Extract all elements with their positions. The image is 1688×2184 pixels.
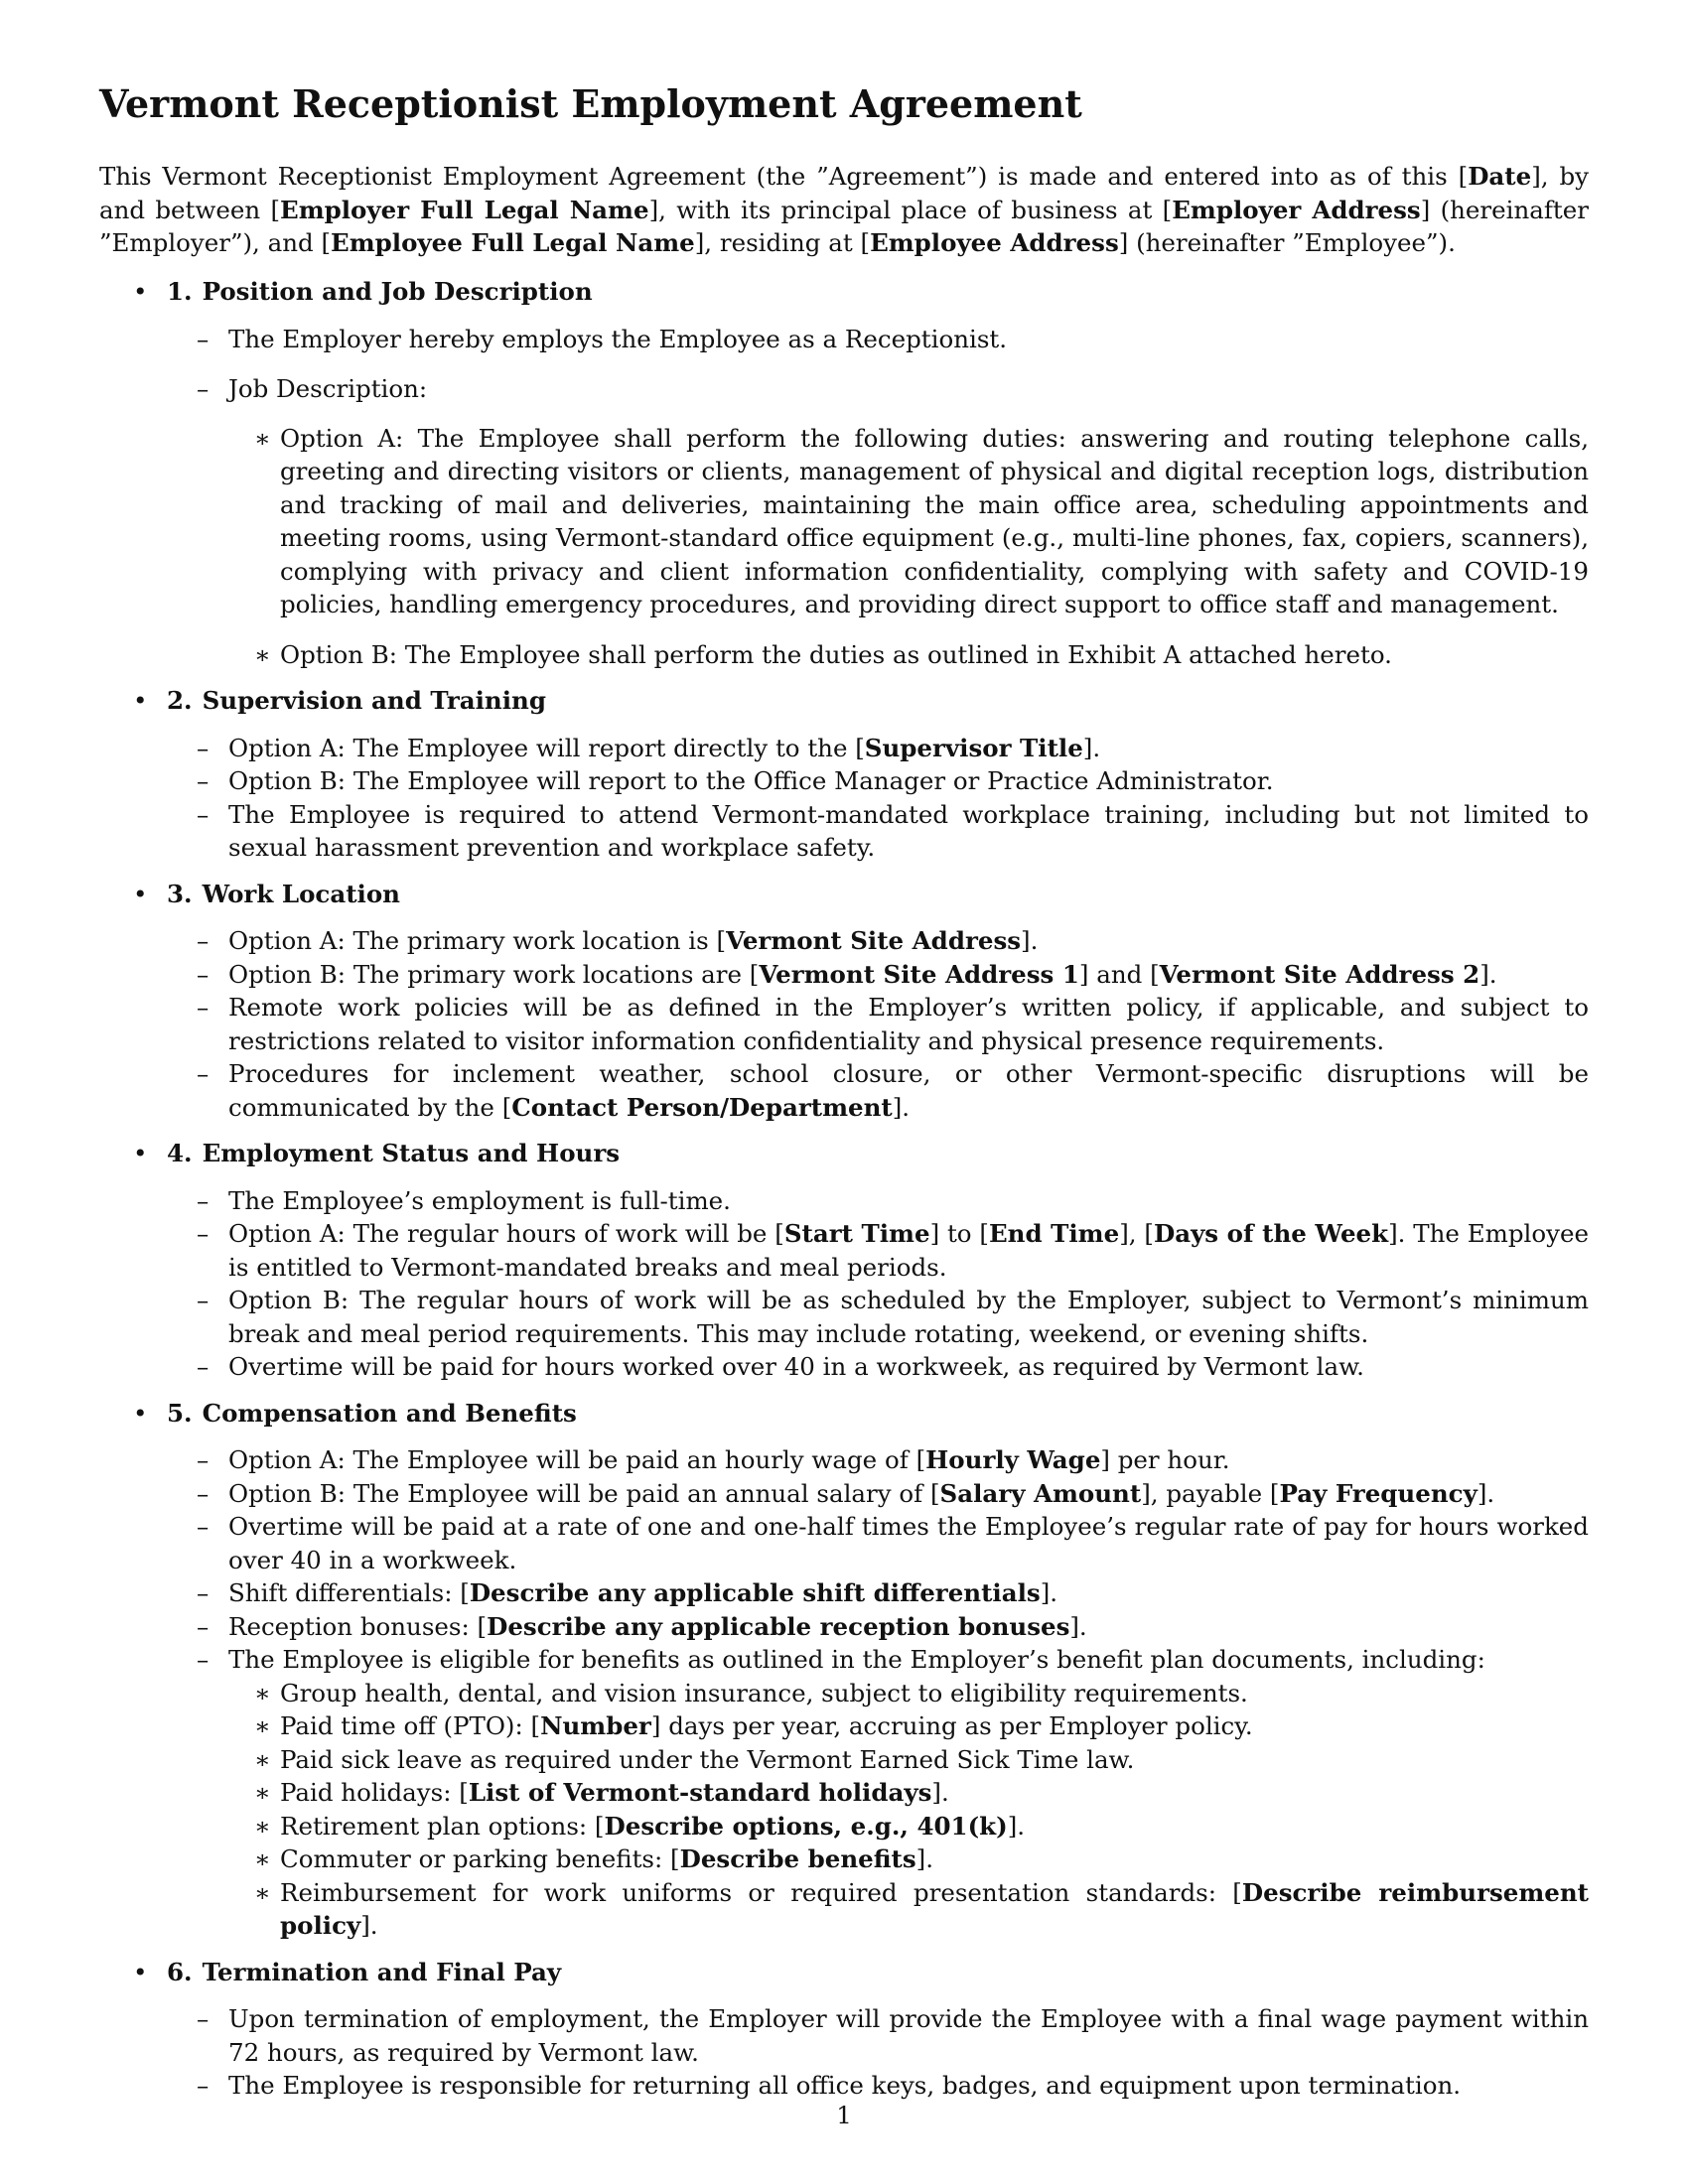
dash-marker: – bbox=[197, 1219, 210, 1248]
placeholder-field: Employee Address bbox=[870, 228, 1119, 257]
dash-marker: – bbox=[197, 1445, 210, 1474]
text-run: ] and [ bbox=[1078, 959, 1160, 989]
text-run: ]. bbox=[360, 1911, 378, 1940]
text-run: Overtime will be paid at a rate of one and one-half times the Employee’s regular rate of pay for hours worked over 40 in a workweek. bbox=[228, 1512, 1589, 1574]
section-5 bbox=[99, 1397, 1589, 1943]
dash-marker: – bbox=[197, 324, 210, 353]
nested-text bbox=[280, 1844, 933, 1873]
text-run: ] days per year, accruing as per Employer policy. bbox=[650, 1711, 1253, 1740]
dash-marker: – bbox=[197, 766, 210, 795]
text-run: Reception bonuses: [ bbox=[228, 1611, 488, 1641]
sub-list bbox=[167, 732, 1589, 865]
section-title: Termination and Final Pay bbox=[202, 1957, 562, 1986]
dash-marker: – bbox=[197, 1059, 210, 1088]
placeholder-field: Describe benefits bbox=[679, 1844, 916, 1873]
dash-marker: – bbox=[197, 1578, 210, 1607]
dash-marker: – bbox=[197, 926, 210, 955]
document-title: Vermont Receptionist Employment Agreement bbox=[99, 81, 1082, 126]
text-run: ]. bbox=[1007, 1811, 1026, 1841]
list-item bbox=[167, 1184, 1589, 1218]
text-run: Remote work policies will be as defined in the Employer’s written policy, if applicable, and subject to restrictions related to visitor information confidentiality and physical presence requirements. bbox=[228, 993, 1589, 1055]
sub-list bbox=[167, 323, 1589, 672]
section-number: 3. bbox=[167, 879, 193, 908]
text-run: ]. bbox=[1082, 733, 1101, 762]
asterisk-marker: ∗ bbox=[254, 1711, 271, 1740]
placeholder-field: Start Time bbox=[783, 1219, 930, 1248]
text-run: Option B: The Employee will be paid an annual salary of [ bbox=[228, 1478, 940, 1508]
asterisk-marker: ∗ bbox=[254, 1744, 271, 1774]
item-text bbox=[228, 1512, 1589, 1574]
text-run: ], [ bbox=[1119, 1219, 1154, 1248]
item-text bbox=[228, 2071, 1461, 2100]
item-text bbox=[228, 1186, 731, 1215]
text-run: Option A: The Employee will report directly to the [ bbox=[228, 733, 865, 762]
item-text bbox=[228, 1612, 1087, 1641]
text-run: Option B: The Employee will report to the Office Manager or Practice Administrator. bbox=[228, 766, 1274, 795]
dash-marker: – bbox=[197, 1478, 210, 1508]
text-run: Option A: The regular hours of work will be [ bbox=[228, 1219, 784, 1248]
item-text bbox=[228, 766, 1274, 795]
asterisk-marker: ∗ bbox=[254, 1877, 271, 1907]
asterisk-marker: ∗ bbox=[254, 639, 271, 669]
section-number: 1. bbox=[167, 277, 193, 306]
placeholder-field: Hourly Wage bbox=[925, 1445, 1101, 1474]
text-run: ], payable [ bbox=[1141, 1478, 1280, 1508]
section-6 bbox=[99, 1956, 1589, 2103]
text-run: The Employee is eligible for benefits as outlined in the Employer’s benefit plan documents, including: bbox=[228, 1645, 1485, 1674]
text-run: ], with its principal place of business at [ bbox=[648, 195, 1173, 224]
placeholder-field: Employee Full Legal Name bbox=[331, 228, 695, 257]
text-run: ]. bbox=[1040, 1578, 1058, 1607]
nested-item bbox=[228, 638, 1589, 672]
intro-paragraph bbox=[99, 160, 1589, 260]
text-run: Shift differentials: [ bbox=[228, 1578, 470, 1607]
nested-item bbox=[228, 1776, 1589, 1810]
placeholder-field: Describe options, e.g., 401(k) bbox=[604, 1811, 1008, 1841]
text-run: Option A: The Employee will be paid an hourly wage of [ bbox=[228, 1445, 926, 1474]
text-run: The Employee’s employment is full-time. bbox=[228, 1185, 731, 1215]
dash-marker: – bbox=[197, 1512, 210, 1541]
placeholder-field: Days of the Week bbox=[1153, 1219, 1389, 1248]
placeholder-field: Vermont Site Address 2 bbox=[1159, 959, 1480, 989]
nested-text bbox=[280, 1679, 1248, 1707]
list-item bbox=[167, 1284, 1589, 1350]
item-text bbox=[228, 993, 1589, 1055]
nested-item bbox=[228, 1876, 1589, 1943]
section-number: 5. bbox=[167, 1398, 193, 1428]
item-text bbox=[228, 374, 427, 403]
list-item bbox=[167, 2069, 1589, 2103]
section-4 bbox=[99, 1137, 1589, 1384]
list-item bbox=[167, 1057, 1589, 1124]
nested-text bbox=[280, 1812, 1025, 1841]
text-run: ] (hereinafter ”Employee”). bbox=[1118, 228, 1456, 257]
nested-text bbox=[280, 1878, 1589, 1941]
dash-marker: – bbox=[197, 374, 210, 403]
list-item bbox=[167, 958, 1589, 992]
nested-text bbox=[280, 1711, 1253, 1740]
list-item bbox=[167, 1477, 1589, 1511]
placeholder-field: Salary Amount bbox=[939, 1478, 1142, 1508]
placeholder-field: Describe any applicable reception bonuses bbox=[487, 1611, 1070, 1641]
placeholder-field: Vermont Site Address 1 bbox=[759, 959, 1079, 989]
section-heading bbox=[133, 1397, 1589, 1431]
text-run: ] to [ bbox=[929, 1219, 989, 1248]
list-item bbox=[167, 798, 1589, 865]
sub-list bbox=[167, 924, 1589, 1124]
asterisk-marker: ∗ bbox=[254, 1811, 271, 1841]
section-heading bbox=[133, 1956, 1589, 1989]
list-item bbox=[167, 924, 1589, 958]
dash-marker: – bbox=[197, 1352, 210, 1381]
text-run: Job Description: bbox=[228, 374, 428, 403]
section-3 bbox=[99, 878, 1589, 1125]
placeholder-field: Contact Person/Department bbox=[511, 1092, 893, 1122]
text-run: The Employee is required to attend Vermont-mandated workplace training, including but not limited to sexual harassment prevention and workplace safety. bbox=[228, 799, 1589, 862]
nested-text bbox=[280, 1778, 949, 1807]
list-item bbox=[167, 1217, 1589, 1284]
nested-item bbox=[228, 1677, 1589, 1710]
dash-marker: – bbox=[197, 2071, 210, 2100]
text-run: Option A: The Employee shall perform the following duties: answering and routing telephone calls, greeting and directing visitors or clients, management of physical and digital reception logs, distribution and tracking of mail and deliveries, maintaining the main office area, scheduling appointments and meeting rooms, using Vermont-standard office equipment (e.g., multi-line phones, fax, copiers, scanners), complying with privacy and client information confidentiality, complying with safety and COVID-19 policies, handling emergency procedures, and providing direct support to office staff and management. bbox=[280, 423, 1589, 618]
placeholder-field: Vermont Site Address bbox=[726, 926, 1022, 955]
section-title: Work Location bbox=[202, 879, 400, 908]
section-title: Supervision and Training bbox=[202, 686, 546, 715]
bullet-dot: • bbox=[133, 1398, 148, 1428]
bullet-dot: • bbox=[133, 879, 148, 908]
text-run: The Employee is responsible for returning all office keys, badges, and equipment upon termination. bbox=[228, 2071, 1462, 2100]
text-run: Commuter or parking benefits: [ bbox=[280, 1844, 680, 1873]
item-text bbox=[228, 1352, 1364, 1381]
text-run: ]. bbox=[1069, 1611, 1087, 1641]
text-run: ]. bbox=[931, 1778, 949, 1807]
text-run: Group health, dental, and vision insurance, subject to eligibility requirements. bbox=[280, 1678, 1248, 1707]
item-text bbox=[228, 1479, 1494, 1508]
text-run: Overtime will be paid for hours worked over 40 in a workweek, as required by Vermont law. bbox=[228, 1352, 1364, 1381]
text-run: Paid sick leave as required under the Vermont Earned Sick Time law. bbox=[280, 1744, 1135, 1774]
item-text bbox=[228, 2004, 1589, 2067]
item-text bbox=[228, 800, 1589, 863]
text-run: This Vermont Receptionist Employment Agreement (the ”Agreement”) is made and entered into as of this [ bbox=[99, 162, 1469, 191]
section-heading bbox=[133, 1137, 1589, 1170]
nested-list bbox=[228, 1677, 1589, 1943]
list-item bbox=[167, 1350, 1589, 1384]
nested-item bbox=[228, 1843, 1589, 1876]
dash-marker: – bbox=[197, 1185, 210, 1215]
nested-text bbox=[280, 640, 1392, 669]
text-run: Option B: The regular hours of work will be as scheduled by the Employer, subject to Vermont’s minimum break and meal period requirements. This may include rotating, weekend, or evening shifts. bbox=[228, 1286, 1589, 1348]
text-run: ]. bbox=[1477, 1478, 1495, 1508]
placeholder-field: Pay Frequency bbox=[1279, 1478, 1477, 1508]
section-title: Employment Status and Hours bbox=[202, 1139, 621, 1167]
bullet-dot: • bbox=[133, 277, 148, 306]
list-item bbox=[167, 764, 1589, 798]
placeholder-field: Describe reimbursement policy bbox=[280, 1877, 1589, 1940]
text-run: ]. bbox=[915, 1844, 934, 1873]
text-run: ]. bbox=[892, 1092, 911, 1122]
document-page bbox=[99, 0, 1589, 2184]
dash-marker: – bbox=[197, 799, 210, 829]
asterisk-marker: ∗ bbox=[254, 1778, 271, 1807]
page-number: 1 bbox=[836, 2101, 852, 2129]
dash-marker: – bbox=[197, 733, 210, 762]
item-text bbox=[228, 734, 1100, 762]
bullet-dot: • bbox=[133, 1957, 148, 1986]
dash-marker: – bbox=[197, 959, 210, 989]
section-2 bbox=[99, 684, 1589, 865]
asterisk-marker: ∗ bbox=[254, 423, 271, 453]
list-item bbox=[167, 1443, 1589, 1477]
text-run: The Employer hereby employs the Employee as a Receptionist. bbox=[228, 324, 1008, 353]
list-item bbox=[167, 1510, 1589, 1576]
section-1 bbox=[99, 275, 1589, 671]
item-text bbox=[228, 1059, 1589, 1122]
text-run: Paid holidays: [ bbox=[280, 1778, 469, 1807]
item-text bbox=[228, 1286, 1589, 1348]
nested-item bbox=[228, 1743, 1589, 1777]
dash-marker: – bbox=[197, 2004, 210, 2033]
placeholder-field: Employer Address bbox=[1172, 195, 1421, 224]
text-run: ], by and between [ bbox=[99, 162, 1589, 224]
list-item bbox=[167, 372, 1589, 671]
item-text bbox=[228, 325, 1007, 353]
text-run: Upon termination of employment, the Employer will provide the Employee with a final wage payment within 72 hours, as required by Vermont law. bbox=[228, 2004, 1589, 2067]
nested-text bbox=[280, 424, 1589, 619]
bullet-dot: • bbox=[133, 686, 148, 715]
text-run: Paid time off (PTO): [ bbox=[280, 1711, 541, 1740]
item-text bbox=[228, 1578, 1057, 1607]
text-run: Option B: The Employee shall perform the duties as outlined in Exhibit A attached hereto. bbox=[280, 639, 1392, 669]
section-number: 4. bbox=[167, 1139, 193, 1167]
section-title: Compensation and Benefits bbox=[202, 1398, 577, 1428]
item-text bbox=[228, 926, 1038, 955]
dash-marker: – bbox=[197, 1645, 210, 1674]
list-item bbox=[167, 991, 1589, 1057]
dash-marker: – bbox=[197, 1611, 210, 1641]
section-heading bbox=[133, 684, 1589, 718]
section-heading bbox=[133, 878, 1589, 911]
nested-list bbox=[228, 422, 1589, 672]
text-run: Procedures for inclement weather, school closure, or other Vermont-specific disruptions will be communicated by the [ bbox=[228, 1059, 1589, 1122]
text-run: Reimbursement for work uniforms or required presentation standards: [ bbox=[280, 1877, 1242, 1907]
sub-list bbox=[167, 2002, 1589, 2103]
sub-list bbox=[167, 1443, 1589, 1943]
text-run: ]. The Employee is entitled to Vermont-mandated breaks and meal periods. bbox=[228, 1219, 1589, 1282]
bullet-dot: • bbox=[133, 1139, 148, 1167]
list-item bbox=[167, 2002, 1589, 2069]
text-run: ] (hereinafter ”Employer”), and [ bbox=[99, 195, 1589, 257]
text-run: ]. bbox=[1021, 926, 1039, 955]
text-run: ] per hour. bbox=[1100, 1445, 1230, 1474]
nested-item bbox=[228, 1810, 1589, 1843]
list-item bbox=[167, 1576, 1589, 1610]
section-number: 2. bbox=[167, 686, 193, 715]
list-item bbox=[167, 1643, 1589, 1943]
placeholder-field: List of Vermont-standard holidays bbox=[468, 1778, 932, 1807]
item-text bbox=[228, 1645, 1485, 1674]
list-item bbox=[167, 1610, 1589, 1644]
nested-text bbox=[280, 1745, 1134, 1774]
list-item bbox=[167, 323, 1589, 356]
text-run: Option B: The primary work locations are [ bbox=[228, 959, 760, 989]
placeholder-field: End Time bbox=[988, 1219, 1120, 1248]
text-run: Option A: The primary work location is [ bbox=[228, 926, 727, 955]
placeholder-field: Employer Full Legal Name bbox=[280, 195, 649, 224]
asterisk-marker: ∗ bbox=[254, 1844, 271, 1873]
dash-marker: – bbox=[197, 993, 210, 1022]
section-title: Position and Job Description bbox=[202, 277, 593, 306]
sections-list bbox=[99, 275, 1589, 2103]
sub-list bbox=[167, 1184, 1589, 1384]
item-text bbox=[228, 1219, 1589, 1282]
nested-item bbox=[228, 1709, 1589, 1743]
placeholder-field: Number bbox=[540, 1711, 651, 1740]
dash-marker: – bbox=[197, 1286, 210, 1314]
placeholder-field: Date bbox=[1468, 162, 1532, 191]
nested-item bbox=[228, 422, 1589, 621]
section-heading bbox=[133, 275, 1589, 309]
text-run: ], residing at [ bbox=[694, 228, 871, 257]
placeholder-field: Describe any applicable shift differentials bbox=[469, 1578, 1041, 1607]
item-text bbox=[228, 1445, 1230, 1474]
text-run: ]. bbox=[1479, 959, 1497, 989]
asterisk-marker: ∗ bbox=[254, 1678, 271, 1707]
text-run: Retirement plan options: [ bbox=[280, 1811, 605, 1841]
section-number: 6. bbox=[167, 1957, 193, 1986]
item-text bbox=[228, 960, 1497, 989]
placeholder-field: Supervisor Title bbox=[864, 733, 1083, 762]
list-item bbox=[167, 732, 1589, 765]
